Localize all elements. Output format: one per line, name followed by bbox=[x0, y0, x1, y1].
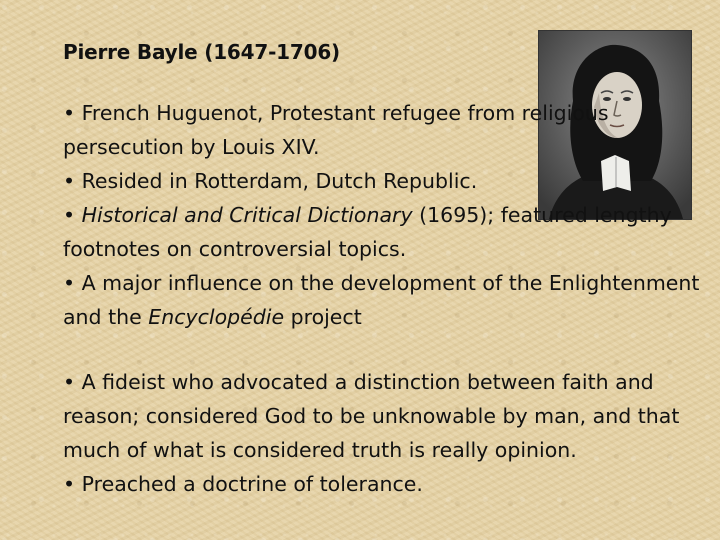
bullet-item: • French Huguenot, Protestant refugee from religious persecution by Louis XIV. bbox=[63, 101, 609, 159]
bullet-suffix: (1695); featured lengthy footnotes on controversial topics. bbox=[63, 203, 672, 261]
bullet-item: • A fideist who advocated a distinction between faith and reason; considered God to be unknowable by man, and that much of what is considered truth is really opinion. bbox=[63, 370, 680, 462]
bullet-prefix: • bbox=[63, 203, 82, 227]
bullet-list-top bbox=[63, 96, 703, 334]
slide-title: Pierre Bayle (1647-1706) bbox=[63, 40, 340, 64]
book-title: Historical and Critical Dictionary bbox=[81, 203, 413, 227]
bullet-prefix: • A major influence on the development of the Enlightenment and the bbox=[63, 271, 700, 329]
bullet-item: • Preached a doctrine of tolerance. bbox=[63, 472, 423, 496]
bullet-list-bottom bbox=[63, 365, 703, 501]
bullet-item: • Resided in Rotterdam, Dutch Republic. bbox=[63, 169, 478, 193]
book-title: Encyclopédie bbox=[148, 305, 285, 329]
bullet-item bbox=[63, 266, 703, 334]
bullet-item bbox=[63, 198, 703, 266]
bullet-suffix: project bbox=[284, 305, 362, 329]
